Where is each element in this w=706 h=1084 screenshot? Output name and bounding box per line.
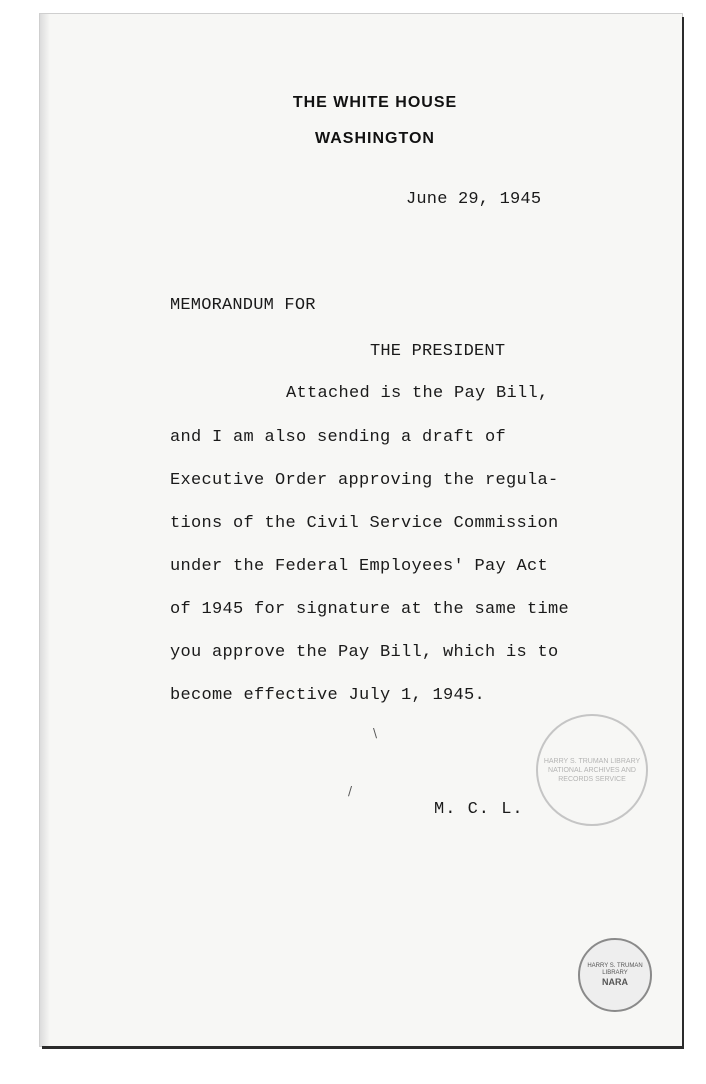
stamp-center-text: NATIONAL ARCHIVES AND RECORDS SERVICE	[548, 766, 636, 783]
body-line: Attached is the Pay Bill,	[286, 384, 549, 403]
body-line: of 1945 for signature at the same time	[170, 600, 570, 619]
body-line: become effective July 1, 1945.	[170, 686, 486, 705]
memo-recipient: THE PRESIDENT	[370, 342, 506, 361]
body-line: under the Federal Employees' Pay Act	[170, 557, 549, 576]
stamp-arc-text: HARRY S. TRUMAN LIBRARY	[543, 757, 641, 765]
body-line: Executive Order approving the regula-	[170, 471, 559, 490]
document-page	[40, 14, 682, 1046]
pencil-mark: /	[348, 784, 353, 798]
nara-stamp	[578, 938, 652, 1012]
body-line: and I am also sending a draft of	[170, 428, 507, 447]
letterhead-title: THE WHITE HOUSE	[292, 94, 458, 111]
memo-date: June 29, 1945	[406, 190, 542, 209]
stamp-center-text: NARA	[602, 977, 628, 987]
memo-heading: MEMORANDUM FOR	[170, 296, 316, 315]
body-line: tions of the Civil Service Commission	[170, 514, 559, 533]
letterhead-city: WASHINGTON	[315, 130, 435, 147]
pencil-mark: \	[373, 726, 378, 740]
sender-initials: M. C. L.	[434, 800, 524, 819]
library-stamp	[536, 714, 648, 826]
stamp-arc-text: HARRY S. TRUMAN LIBRARY	[587, 963, 643, 976]
body-line: you approve the Pay Bill, which is to	[170, 643, 559, 662]
